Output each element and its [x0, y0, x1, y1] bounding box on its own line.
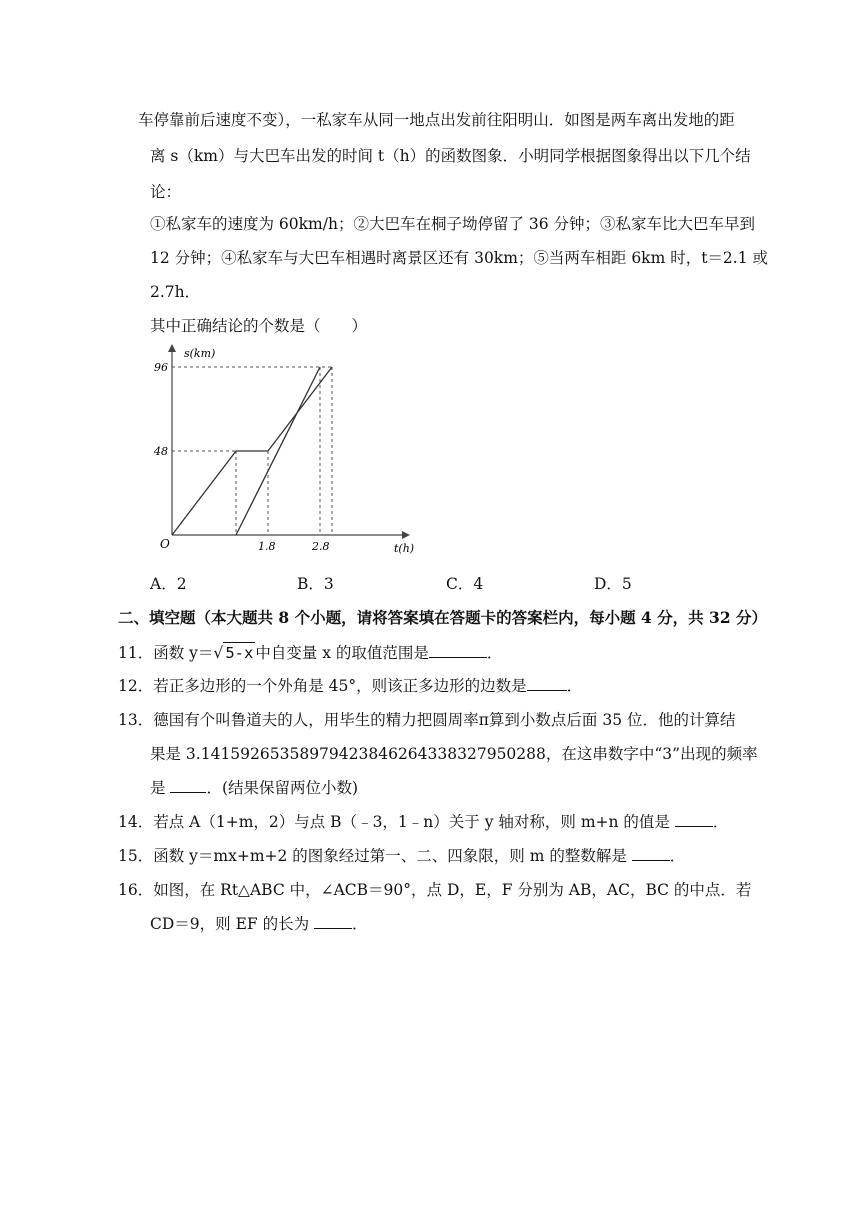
- q11-suffix: 中自变量 x 的取值范围是: [255, 644, 429, 662]
- q16-line2-suffix: ．: [352, 915, 368, 933]
- question-11: [118, 642, 502, 663]
- q11-answer-blank[interactable]: [429, 643, 487, 658]
- q12-answer-blank[interactable]: [527, 676, 567, 691]
- x-axis-arrow: [402, 531, 410, 539]
- y-tick-96: 96: [154, 361, 168, 374]
- y-tick-48: 48: [154, 445, 168, 458]
- q16-line2-prefix: CD＝9，则 EF 的长为: [150, 915, 314, 933]
- q14-text: 14．若点 A（1+m，2）与点 B（﹣3，1﹣n）关于 y 轴对称，则 m+n 的值是: [118, 813, 675, 831]
- x-tick-2-8: 2.8: [312, 540, 330, 553]
- option-a[interactable]: A．2: [150, 575, 187, 593]
- q12-text: 12．若正多边形的一个外角是 45°，则该正多边形的边数是: [118, 677, 527, 695]
- q16-answer-blank[interactable]: [314, 914, 352, 929]
- q14-answer-blank[interactable]: [675, 812, 713, 827]
- problem10-text-line1: 车停靠前后速度不变），一私家车从同一地点出发前往阳明山．如图是两车离出发地的距: [138, 111, 735, 129]
- x-axis-label: t(h): [394, 542, 415, 555]
- question-15: [118, 846, 685, 866]
- problem10-text-line3: 论：: [150, 183, 182, 201]
- question-16-line1: 16．如图，在 Rt△ABC 中，∠ACB＝90°，点 D，E，F 分别为 AB，AC，BC 的中点．若: [118, 881, 752, 899]
- problem10-question: 其中正确结论的个数是（ ）: [150, 317, 368, 335]
- section2-heading: 二、填空题（本大题共 8 个小题，请将答案填在答题卡的答案栏内，每小题 4 分，共 32 分）: [118, 608, 768, 627]
- problem10-statement-1-3: ①私家车的速度为 60km/h；②大巴车在桐子坳停留了 36 分钟；③私家车比大巴车早到: [150, 215, 756, 233]
- y-axis-label: s(km): [184, 347, 216, 360]
- q11-prefix: 11．函数 y＝: [118, 644, 214, 662]
- q11-radicand: 5-x: [225, 644, 254, 662]
- question-13-line2: 果是 3.14159265358979423846264338327950288，在这串数字中“3”出现的频率: [150, 745, 758, 763]
- origin-label: O: [160, 537, 170, 551]
- q15-answer-blank[interactable]: [632, 846, 670, 861]
- q12-end: ．: [566, 677, 583, 695]
- question-13-line1: 13．德国有个叫鲁道夫的人，用毕生的精力把圆周率π算到小数点后面 35 位．他的计算结: [118, 711, 736, 729]
- problem10-text-line2: 离 s（km）与大巴车出发的时间 t（h）的函数图象．小明同学根据图象得出以下几个结: [150, 147, 751, 165]
- option-d[interactable]: D．5: [594, 575, 632, 593]
- q14-end: ．: [712, 813, 729, 831]
- q13-answer-blank[interactable]: [170, 778, 206, 793]
- question-14: [118, 812, 728, 832]
- problem10-statement-3-5: 12 分钟；④私家车与大巴车相遇时离景区还有 30km；⑤当两车相距 6km 时，t＝2.1 或: [150, 249, 769, 267]
- question-12: [118, 676, 582, 696]
- q11-end: ．: [486, 644, 503, 662]
- y-axis-arrow: [168, 344, 176, 352]
- option-c[interactable]: C．4: [446, 575, 484, 593]
- problem10-statement-end: 2.7h．: [150, 283, 201, 301]
- distance-time-graph: [140, 340, 430, 565]
- question-13-line3: [150, 778, 358, 798]
- q13-line3-suffix: ．(结果保留两位小数): [206, 779, 359, 797]
- x-tick-1-8: 1.8: [258, 540, 276, 553]
- q15-text: 15．函数 y＝mx+m+2 的图象经过第一、二、四象限，则 m 的整数解是: [118, 847, 632, 865]
- question-16-line2: [150, 914, 368, 934]
- sqrt-symbol: √: [213, 644, 224, 662]
- q15-end: ．: [669, 847, 686, 865]
- q13-line3-prefix: 是: [150, 779, 171, 797]
- option-b[interactable]: B．3: [297, 575, 334, 593]
